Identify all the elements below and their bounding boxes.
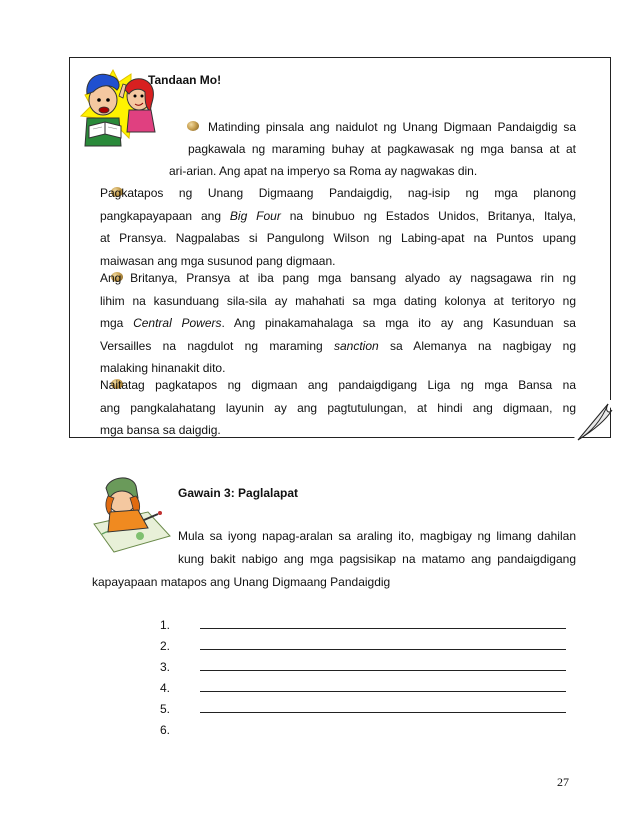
bullet-4-line-2: ang pangkalahatang layunin ay ang pagtutulungan, at hindi ang digmaan, ng	[100, 400, 576, 415]
bullet-1-cont-2	[169, 160, 569, 183]
bullet-icon	[187, 121, 199, 131]
answer-line-1[interactable]	[200, 628, 566, 629]
text-run: pangkapayapaan ang	[100, 208, 230, 223]
answer-line-5[interactable]	[200, 712, 566, 713]
bullet-3-line-5: malaking hinanakit dito.	[100, 361, 226, 375]
bullet-3	[100, 267, 576, 380]
page-number: 27	[557, 775, 569, 789]
text-run: sa Alemanya na nagbigay ng	[378, 338, 576, 353]
tandaan-heading: Tandaan Mo!	[148, 73, 222, 87]
page-curl-decoration	[574, 400, 614, 442]
bullet-1-cont	[188, 138, 576, 161]
instruction-line-3: kapayapaan matapos ang Unang Digmaang Pandaigdig	[92, 575, 391, 589]
instruction-line-2: kung bakit nabigo ang mga pagsisikap na matamo ang pandaigdigang	[178, 552, 576, 566]
emphasis-big-four: Big Four	[229, 208, 281, 223]
bullet-2-line-1: Pagkatapos ng Unang Digmaang Pandaigdig, nag-isip ng mga planong	[100, 186, 576, 200]
text-run: na binubuo ng Estados Unidos, Britanya, Italya,	[280, 208, 576, 223]
bullet-2-line-4: maiwasan ang mga susunod pang digmaan.	[100, 253, 336, 268]
bullet-3-line-2: lihim na kasunduang sila-sila ay mahahati sa mga dating kolonya at teritoryo ng	[100, 293, 576, 308]
gawain-heading: Gawain 3: Paglalapat	[178, 486, 299, 500]
answer-number: 4.	[160, 681, 171, 695]
bullet-2-line-2	[100, 205, 576, 228]
answer-line-2[interactable]	[200, 649, 566, 650]
answer-number: 1.	[160, 618, 171, 632]
answer-number: 3.	[160, 660, 171, 674]
bullet-1	[208, 116, 576, 139]
emphasis-sanction: sanction	[333, 338, 379, 353]
text-run: Versailles na nagdulot ng maraming	[100, 338, 334, 353]
bullet-3-line-3	[100, 312, 576, 335]
text-run: mga	[100, 316, 134, 330]
bullet-4-line-3: mga bansa sa daigdig.	[100, 423, 221, 437]
gawain-instruction	[178, 525, 576, 571]
answer-line-3[interactable]	[200, 670, 566, 671]
bullet-4-line-1: Naitatag pagkatapos ng digmaan ang pandaigdigang Liga ng mga Bansa na	[100, 378, 576, 392]
instruction-line-1: Mula sa iyong napag-aralan sa araling ito, magbigay ng limang dahilan	[178, 529, 576, 543]
bullet-2-line-3: at Pransya. Nagpalabas si Pangulong Wilson ng Labing-apat na Puntos upang	[100, 231, 576, 245]
bullet-1-line-1: Matinding pinsala ang naidulot ng Unang Digmaan Pandaigdig sa	[208, 120, 576, 134]
bullet-1-line-2: pagkawala ng maraming buhay at pagkawasak ng mga bansa at at	[188, 142, 576, 156]
answer-number: 2.	[160, 639, 171, 653]
child-painting-clipart	[88, 474, 174, 556]
bullet-1-line-3: ari-arian. Ang apat na imperyo sa Roma ay nagwakas din.	[169, 164, 478, 178]
answer-line-4[interactable]	[200, 691, 566, 692]
emphasis-central-powers: Central Powers	[133, 316, 222, 330]
answer-number: 6.	[160, 723, 171, 737]
text-run: . Ang pinakamahalaga sa mga ito ay ang Kasunduan sa	[221, 316, 576, 330]
bullet-2	[100, 182, 576, 272]
bullet-4	[100, 374, 576, 442]
bullet-3-line-4	[100, 335, 576, 358]
bullet-3-line-1: Ang Britanya, Pransya at iba pang mga bansang alyado ay nagsagawa rin ng	[100, 271, 576, 285]
answer-number: 5.	[160, 702, 171, 716]
